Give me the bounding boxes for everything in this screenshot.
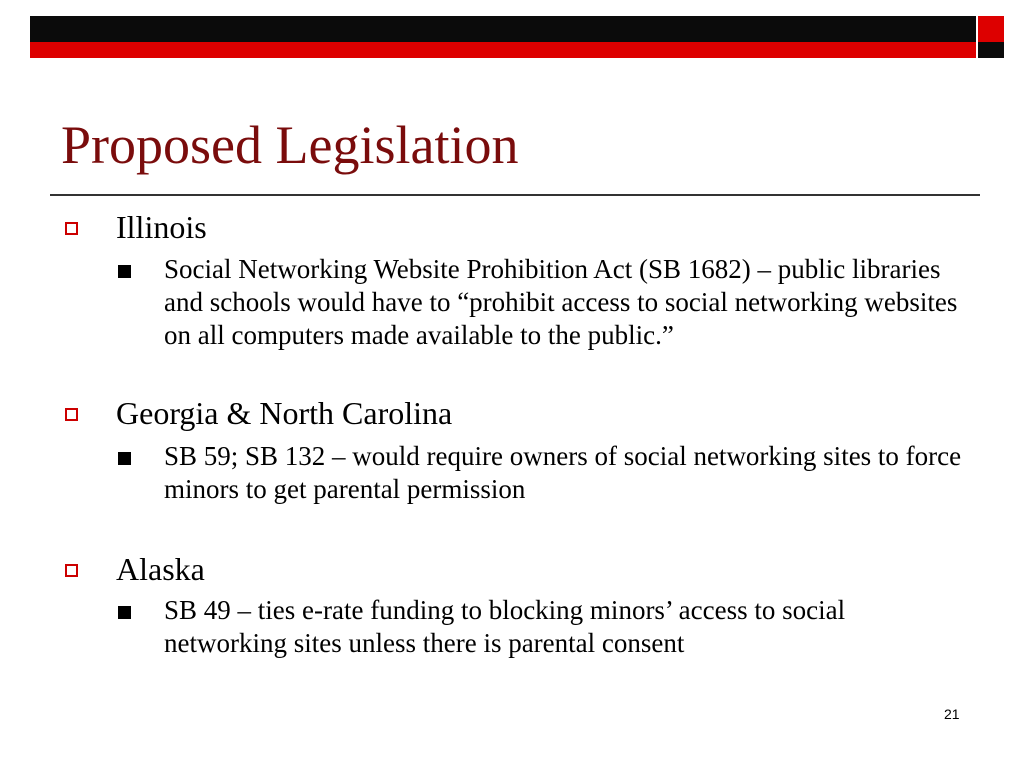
sub-bullet-alaska: SB 49 – ties e-rate funding to blocking minors’ access to social networking sites unless there is parental consent (164, 595, 846, 658)
filled-square-bullet-icon (118, 452, 131, 465)
filled-square-bullet-icon (118, 265, 131, 278)
sub-bullet-illinois: Social Networking Website Prohibition Act (SB 1682) – public libraries and schools would have to “prohibit access to social networking websites on all computers made available to the public.” (164, 254, 958, 350)
title-underline (50, 194, 980, 196)
header-bar-red (30, 42, 976, 58)
sub-bullet-georgia-north-carolina: SB 59; SB 132 – would require owners of social networking sites to force minors to get parental permission (164, 441, 962, 504)
hollow-square-bullet-icon (65, 222, 78, 235)
slide-title: Proposed Legislation (61, 115, 519, 175)
hollow-square-bullet-icon (65, 564, 78, 577)
filled-square-bullet-icon (118, 606, 131, 619)
hollow-square-bullet-icon (65, 408, 78, 421)
header-corner-red (978, 16, 1004, 42)
bullet-alaska: Alaska (116, 551, 205, 587)
header-corner-black (978, 42, 1004, 58)
header-bar-black (30, 16, 976, 42)
page-number: 21 (944, 706, 960, 722)
bullet-illinois: Illinois (116, 209, 207, 245)
bullet-georgia-north-carolina: Georgia & North Carolina (116, 395, 453, 431)
